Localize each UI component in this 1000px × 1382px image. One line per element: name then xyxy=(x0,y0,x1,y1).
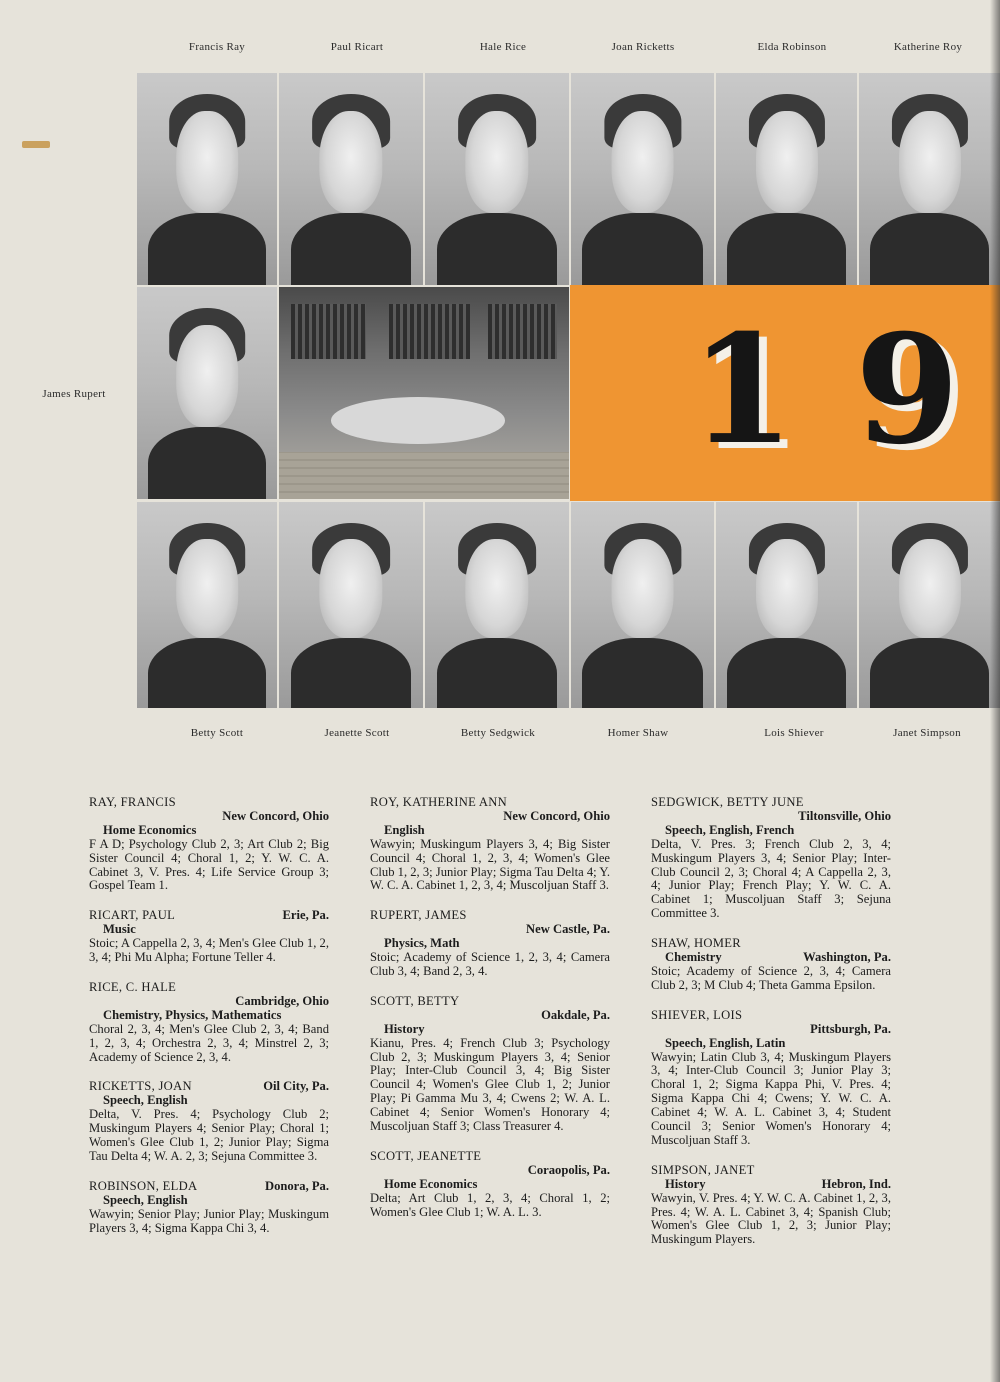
caption-francis-ray: Francis Ray xyxy=(188,41,246,53)
bio-major: History xyxy=(665,1176,706,1191)
caption-james-rupert: James Rupert xyxy=(42,388,106,400)
bio-entry xyxy=(89,909,329,965)
bio-name: RUPERT, JAMES xyxy=(370,908,467,923)
portrait-elda-robinson xyxy=(716,73,857,285)
portrait-betty-sedgwick xyxy=(425,502,569,708)
caption-janet-simpson: Janet Simpson xyxy=(893,727,961,739)
bio-entry xyxy=(651,1009,891,1148)
bio-entry xyxy=(370,796,610,893)
bio-activities: Wawyin; Senior Play; Junior Play; Muskingum Players 3, 4; Sigma Kappa Chi 3, 4. xyxy=(89,1206,329,1235)
year-digit-2: 9 xyxy=(855,302,960,478)
bio-town: Donora, Pa. xyxy=(264,1178,329,1193)
portrait-katherine-roy xyxy=(859,73,1000,285)
bio-town: Hebron, Ind. xyxy=(821,1176,891,1191)
bio-major: Speech, English, Latin xyxy=(665,1035,786,1050)
bio-name: RAY, FRANCIS xyxy=(89,795,176,809)
bio-entry xyxy=(89,981,329,1064)
caption-betty-sedgwick: Betty Sedgwick xyxy=(460,727,536,739)
bio-activities: Stoic; Academy of Science 2, 3, 4; Camera Club 2, 3; M Club 4; Theta Gamma Epsilon. xyxy=(651,963,891,992)
bio-activities: F A D; Psychology Club 2, 3; Art Club 2; Big Sister Council 4; Choral 1, 2; Y. W. C. A. Cabinet 3, V. Pres. 4; Life Service Group 3; Gospel Team 1. xyxy=(89,836,329,893)
page-edge-shadow xyxy=(990,0,1000,1382)
bio-major: Home Economics xyxy=(384,1176,478,1191)
bio-column-1 xyxy=(89,796,329,1251)
portrait-janet-simpson xyxy=(859,502,1000,708)
caption-joan-ricketts: Joan Ricketts xyxy=(611,41,675,53)
year-digit-1: 1 xyxy=(690,302,795,478)
bio-activities: Kianu, Pres. 4; French Club 3; Psychology Club 2, 3; Muskingum Players 3, 4; Senior Play; Inter-Club Council 3, 4; Big Sister Council 4; Women's Glee Club 1, 2; Junior Play; Pi Gamma Mu 3, 4; Cwens 2; W. A. L. Cabinet 4; Senior Women's Honorary 4; Muscoljuan Staff 3; Class Treasurer 4. xyxy=(370,1035,610,1134)
bio-town: New Castle, Pa. xyxy=(526,922,610,937)
bio-activities: Choral 2, 3, 4; Men's Glee Club 2, 3, 4; Band 1, 2, 3, 4; Orchestra 2, 3, 4; Minstrel 2, 3; Academy of Science 2, 3, 4. xyxy=(89,1021,329,1064)
bio-major: Chemistry xyxy=(665,950,722,965)
portrait-homer-shaw xyxy=(571,502,714,708)
bio-town: New Concord, Ohio xyxy=(222,808,329,823)
bio-town: New Concord, Ohio xyxy=(503,808,610,823)
bio-entry xyxy=(370,909,610,979)
bio-name: SIMPSON, JANET xyxy=(651,1162,755,1177)
caption-hale-rice: Hale Rice xyxy=(479,41,527,53)
bio-town: Cambridge, Ohio xyxy=(235,993,329,1008)
bio-name: RICKETTS, JOAN xyxy=(89,1079,192,1094)
bio-name: RICART, PAUL xyxy=(89,908,176,923)
bio-activities: Delta, V. Pres. 4; Psychology Club 2; Muskingum Players 4; Senior Play; Choral 1; Women's Glee Club 1, 2; Junior Play; Sigma Tau Delta 4; W. A. 2, 3; Sejuna Committee 3. xyxy=(89,1107,329,1163)
bio-activities: Delta, V. Pres. 3; French Club 2, 3, 4; Muskingum Players 3, 4; Senior Play; Inter-Club Council 2, 3; Choral 4; A Cappella 2, 3, 4; Junior Play; French Play; Y. W. C. A. Cabinet 1; Muscoljuan Staff 3; Sejuna Committee 3. xyxy=(651,836,891,921)
bio-town: Oil City, Pa. xyxy=(263,1079,329,1094)
bio-name: ROY, KATHERINE ANN xyxy=(370,795,508,809)
caption-jeanette-scott: Jeanette Scott xyxy=(324,727,390,739)
bio-name: SHAW, HOMER xyxy=(651,936,741,951)
bio-entry xyxy=(370,1150,610,1220)
year-banner xyxy=(570,285,1000,501)
bio-entry xyxy=(651,796,891,921)
bio-major: English xyxy=(384,822,425,837)
bio-major: Music xyxy=(103,922,136,937)
bio-activities: Wawyin, V. Pres. 4; Y. W. C. A. Cabinet 1, 2, 3, Pres. 4; W. A. L. Cabinet 3, 4; Spanish Club; Women's Glee Club 1, 2, 3; Junior Play; Muskingum Players. xyxy=(651,1190,891,1247)
library-photo xyxy=(279,287,569,499)
caption-homer-shaw: Homer Shaw xyxy=(607,727,669,739)
edge-mark xyxy=(22,141,50,148)
portrait-hale-rice xyxy=(425,73,569,285)
portrait-james-rupert xyxy=(137,287,277,499)
bio-major: Physics, Math xyxy=(384,936,460,951)
bio-activities: Stoic; A Cappella 2, 3, 4; Men's Glee Club 1, 2, 3, 4; Phi Mu Alpha; Fortune Teller 4. xyxy=(89,936,329,965)
bio-major: Speech, English, French xyxy=(665,822,795,837)
caption-paul-ricart: Paul Ricart xyxy=(330,41,384,53)
bio-activities: Delta; Art Club 1, 2, 3, 4; Choral 1, 2; Women's Glee Club 1; W. A. L. 3. xyxy=(370,1190,610,1219)
bio-entry xyxy=(651,1164,891,1247)
portrait-paul-ricart xyxy=(279,73,423,285)
bio-entry xyxy=(89,1080,329,1163)
bio-name: SHIEVER, LOIS xyxy=(651,1007,743,1022)
portrait-lois-shiever xyxy=(716,502,857,708)
bio-column-2 xyxy=(370,796,610,1235)
portrait-joan-ricketts xyxy=(571,73,714,285)
bio-town: Tiltonsville, Ohio xyxy=(798,808,891,823)
portrait-jeanette-scott xyxy=(279,502,423,708)
bio-town: Washington, Pa. xyxy=(803,950,891,965)
bio-activities: Stoic; Academy of Science 1, 2, 3, 4; Camera Club 3, 4; Band 2, 3, 4. xyxy=(370,950,610,978)
bio-entry xyxy=(370,995,610,1134)
bio-entry xyxy=(89,796,329,893)
bio-name: SCOTT, JEANETTE xyxy=(370,1148,482,1163)
caption-katherine-roy: Katherine Roy xyxy=(893,41,963,53)
bio-town: Pittsburgh, Pa. xyxy=(810,1021,891,1036)
caption-elda-robinson: Elda Robinson xyxy=(757,41,827,53)
bio-entry xyxy=(651,937,891,993)
portrait-francis-ray xyxy=(137,73,277,285)
caption-lois-shiever: Lois Shiever xyxy=(764,727,824,739)
bio-town: Erie, Pa. xyxy=(282,908,329,923)
bio-name: ROBINSON, ELDA xyxy=(89,1178,198,1193)
bio-entry xyxy=(89,1180,329,1236)
bio-major: Home Economics xyxy=(103,822,197,837)
bio-name: SEDGWICK, BETTY JUNE xyxy=(651,795,804,809)
bio-activities: Wawyin; Muskingum Players 3, 4; Big Sister Council 4; Choral 1, 2, 3, 4; Women's Glee Club 1, 2, 3; Junior Play; Sigma Tau Delta 4; Y. W. C. A. Cabinet 1, 2, 3, 4; Muscoljuan Staff 3. xyxy=(370,836,610,893)
bio-town: Coraopolis, Pa. xyxy=(527,1162,610,1177)
portrait-betty-scott xyxy=(137,502,277,708)
bio-column-3 xyxy=(651,796,891,1263)
caption-betty-scott: Betty Scott xyxy=(190,727,244,739)
bio-name: RICE, C. HALE xyxy=(89,979,177,994)
bio-major: History xyxy=(384,1021,425,1036)
bio-major: Speech, English xyxy=(103,1093,188,1108)
bio-town: Oakdale, Pa. xyxy=(541,1007,610,1022)
bio-major: Speech, English xyxy=(103,1192,188,1207)
bio-name: SCOTT, BETTY xyxy=(370,993,460,1008)
bio-major: Chemistry, Physics, Mathematics xyxy=(103,1007,282,1022)
bio-activities: Wawyin; Latin Club 3, 4; Muskingum Players 3, 4; Inter-Club Council 3; Junior Play 3; Choral 1, 2; Sigma Kappa Phi, V. Pres. 4; Sigma Kappa Chi 4; Cwens; Y. W. C. A. Cabinet 4; W. A. L. Cabinet 3, 4; Student Council 3; Senior Women's Honorary 4; Muscoljuan Staff 3. xyxy=(651,1049,891,1147)
